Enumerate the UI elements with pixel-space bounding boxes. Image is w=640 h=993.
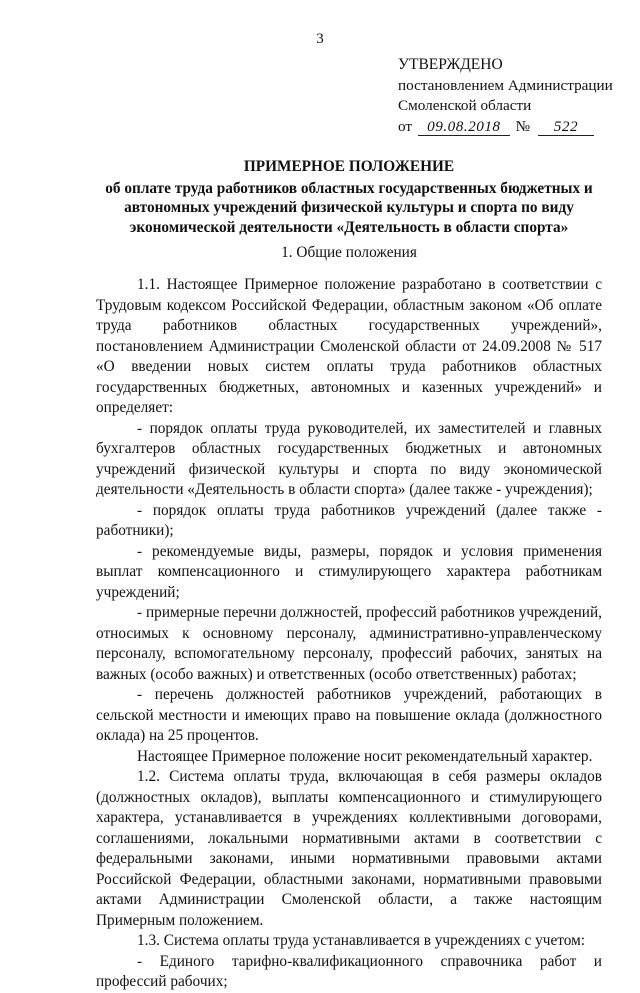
paragraph: - порядок оплаты труда руководителей, их заместителей и главных бухгалтеров областных государственных бюджетных и автономных учреждений физической культуры и спорта по виду экономической деятельности «Деятельность в области спорта» (далее также - учреждения); (96, 419, 602, 498)
document-title (96, 157, 602, 237)
handwritten-date: 09.08.2018 (418, 118, 510, 136)
paragraph: 1.3. Система оплаты труда устанавливается в учреждениях с учетом: (137, 932, 586, 949)
approval-heading: УТВЕРЖДЕНО (398, 56, 503, 73)
document-body (96, 275, 602, 993)
paragraph: 1.2. Система оплаты труда, включающая в себя размеры окладов (должностных окладов), выплаты компенсационного и стимулирующего характера, устанавливается в учреждениях коллективными договорами, соглашениями, локальными нормативными актами в соответствии с федеральными законами, иными нормативными правовыми актами Российской Федерации, областными законами, нормативными правовыми актами Администрации Смоленской области, а также настоящим Примерным положением. (96, 768, 602, 929)
number-prefix: № (515, 117, 531, 135)
approval-line-2: Смоленской области (398, 97, 532, 114)
approval-line-1: постановлением Администрации (398, 76, 613, 94)
paragraph: Настоящее Примерное положение носит рекомендательный характер. (137, 747, 593, 765)
title-line-2: автономных учреждений физической культуры и спорта по виду (124, 199, 574, 216)
handwritten-number: 522 (538, 118, 594, 136)
title-line-3: экономической деятельности «Деятельность в области спорта» (129, 218, 569, 236)
approval-block (398, 55, 638, 137)
title-main: ПРИМЕРНОЕ ПОЛОЖЕНИЕ (243, 158, 455, 175)
page-number: 3 (316, 31, 324, 47)
paragraph: 1.1. Настоящее Примерное положение разработано в соответствии с Трудовым кодексом Российской Федерации, областным законом «Об оплате труда работников областных государственных учреждений», постановлением Администрации Смоленской области от 24.09.2008 № 517 «О введении новых систем оплаты труда работников областных государственных бюджетных, автономных и казенных учреждений» и определяет: (96, 276, 602, 416)
approval-date-line (398, 117, 638, 138)
paragraph: - Единого тарифно-квалификационного справочника работ и профессий рабочих; (96, 952, 602, 990)
paragraph: - рекомендуемые виды, размеры, порядок и условия применения выплат компенсационного и стимулирующего характера работникам учреждений; (96, 542, 602, 601)
paragraph: - порядок оплаты труда работников учреждений (далее также - работники); (96, 501, 602, 539)
paragraph: - перечень должностей работников учреждений, работающих в сельской местности и имеющих право на повышение оклада (должностного оклада) на 25 процентов. (96, 686, 602, 744)
date-prefix: от (398, 117, 413, 135)
section-title: 1. Общие положения (281, 244, 417, 261)
title-line-1: об оплате труда работников областных государственных бюджетных и (105, 179, 593, 197)
paragraph: - примерные перечни должностей, профессий работников учреждений, относимых к основному персоналу, административно-управленческому персоналу, вспомогательному персоналу, профессий рабочих, занятых на важных (особо важных) и ответственных (особо ответственных) работах; (96, 604, 602, 683)
